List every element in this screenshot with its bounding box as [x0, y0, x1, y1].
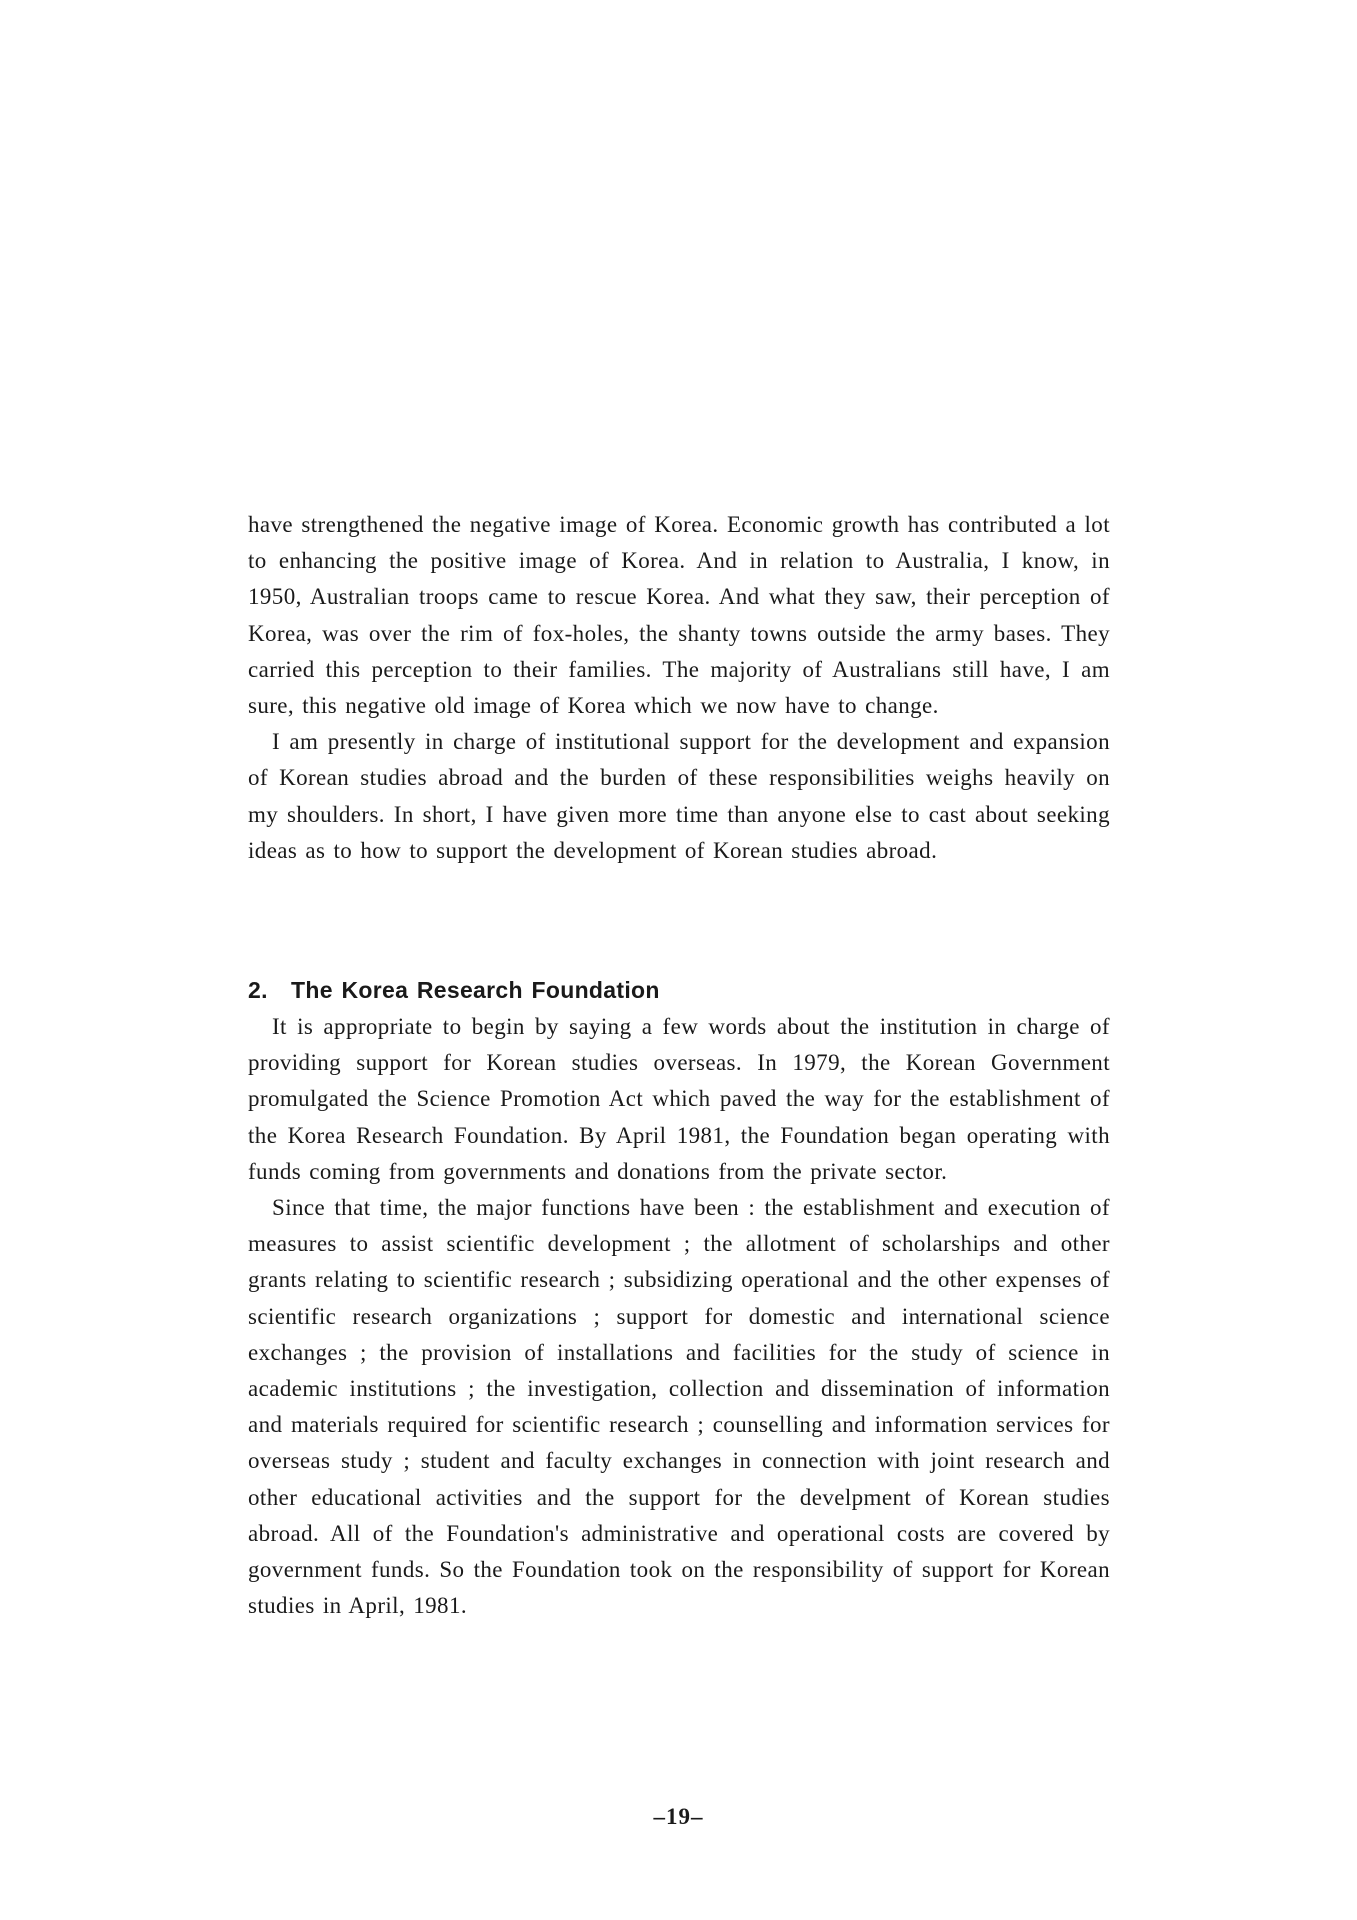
- section-paragraph-2: Since that time, the major functions have been : the establishment and execution of measures to assist scientific development ; the allotment of scholarships and other grants relating to scientific research ; subsidizing operational and the other expenses of scientific research organizations ; support for domestic and international science exchanges ; the provision of installations and facilities for the study of science in academic institutions ; the investigation, collection and dissemination of information and materials required for scientific research ; counselling and information services for overseas study ; student and faculty exchanges in connection with joint research and other educational activities and the support for the develpment of Korean studies abroad. All of the Foundation's administrative and operational costs are covered by government funds. So the Foundation took on the responsibility of support for Korean studies in April, 1981.: [248, 1195, 1110, 1619]
- section-title: The Korea Research Foundation: [291, 977, 660, 1003]
- intro-text: [248, 507, 1110, 869]
- page-number: –19–: [653, 1804, 704, 1829]
- section-number: 2.: [248, 977, 268, 1003]
- section-heading: [248, 972, 1110, 1008]
- intro-paragraph-1: have strengthened the negative image of Korea. Economic growth has contributed a lot to enhancing the positive image of Korea. And in relation to Australia, I know, in 1950, Australian troops came to rescue Korea. And what they saw, their perception of Korea, was over the rim of fox-holes, the shanty towns outside the army bases. They carried this perception to their families. The majority of Australians still have, I am sure, this negative old image of Korea which we now have to change.: [248, 512, 1110, 719]
- section-paragraph-1: It is appropriate to begin by saying a few words about the institution in charge of providing support for Korean studies overseas. In 1979, the Korean Government promulgated the Science Promotion Act which paved the way for the establishment of the Korea Research Foundation. By April 1981, the Foundation began operating with funds coming from governments and donations from the private sector.: [248, 1014, 1110, 1184]
- section-korea-research-foundation: [248, 972, 1110, 1624]
- intro-paragraph-2: I am presently in charge of institutional support for the development and expansion of Korean studies abroad and the burden of these responsibilities weighs heavily on my shoulders. In short, I have given more time than anyone else to cast about seeking ideas as to how to support the development of Korean studies abroad.: [248, 729, 1110, 863]
